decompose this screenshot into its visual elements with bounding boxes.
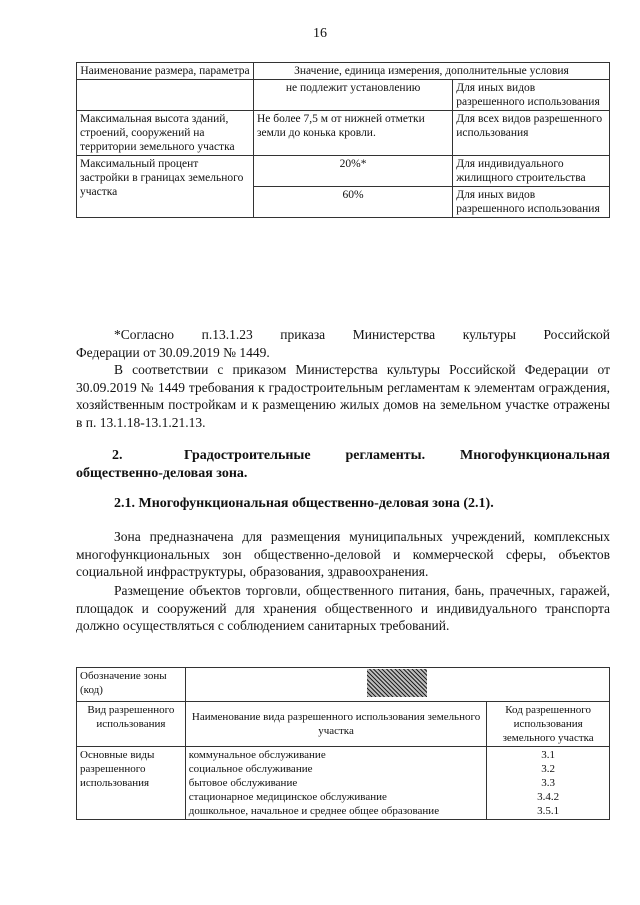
section-2-title-line2: общественно-деловая зона. (76, 466, 248, 481)
condition-cell: Для иных видов разрешенного использования (453, 80, 610, 111)
header-value: Значение, единица измерения, дополнительные условия (253, 63, 609, 80)
table-header-row (77, 702, 610, 747)
footnote (76, 326, 610, 431)
section-2-number: 2. (112, 448, 123, 463)
parameters-table (76, 62, 610, 218)
footnote-line1: *Согласно п.13.1.23 приказа Министерства культуры Российской (114, 327, 610, 342)
use-code: 3.4.2 (537, 791, 560, 803)
use-code: 3.5.1 (537, 805, 560, 817)
use-code: 3.1 (541, 749, 556, 761)
param-cell: Максимальный процент застройки в границах земельного участка (77, 156, 254, 218)
value-cell: 60% (253, 187, 452, 218)
use-code: 3.2 (541, 763, 556, 775)
use-group-label: Основные виды разрешенного использования (77, 747, 186, 820)
value-cell: не подлежит установлению (253, 80, 452, 111)
condition-cell: Для иных видов разрешенного использования (453, 187, 610, 218)
use-name: стационарное медицинское обслуживание (188, 791, 387, 803)
zone-code-row (77, 668, 610, 702)
footnote-line2: Федерации от 30.09.2019 № 1449. (76, 344, 270, 360)
paragraph-zone-purpose: Зона предназначена для размещения муниципальных учреждений, комплексных многофункциональных зон общественно-деловой и коммерческой сферы, объектов социальной инфраструктуры, образования, здравоохранения. (76, 529, 610, 579)
condition-cell: Для всех видов разрешенного использования (453, 111, 610, 156)
use-codes-cell (487, 747, 610, 820)
redacted-code-block (367, 669, 427, 697)
zone-code-cell (185, 668, 609, 702)
condition-cell: Для индивидуального жилищного строительства (453, 156, 610, 187)
header-use-type: Вид разрешенного использования (77, 702, 186, 747)
table-row (77, 156, 610, 187)
use-names-cell (185, 747, 487, 820)
section-2-heading (76, 447, 610, 483)
param-cell (77, 80, 254, 111)
paragraph-placement: Размещение объектов торговли, общественного питания, бань, прачечных, гаражей, площадок и сооружений для хранения общественного и индивидуального транспорта должно осуществляться с соблюдением санитарных требований. (76, 583, 610, 633)
table-row (77, 747, 610, 820)
use-name: бытовое обслуживание (188, 777, 298, 789)
value-cell: 20%* (253, 156, 452, 187)
section-2-1-heading: 2.1. Многофункциональная общественно-деловая зона (2.1). (114, 496, 494, 511)
header-parameter: Наименование размера, параметра (77, 63, 254, 80)
use-name: социальное обслуживание (188, 763, 313, 775)
zone-uses-table (76, 667, 610, 820)
value-cell: Не более 7,5 м от нижней отметки земли до конька кровли. (253, 111, 452, 156)
use-name: коммунальное обслуживание (188, 749, 326, 761)
section-2-title-line1: Градостроительные регламенты. Многофункциональная (184, 448, 610, 463)
header-use-code: Код разрешенного использования земельного участка (487, 702, 610, 747)
param-cell: Максимальная высота зданий, строений, сооружений на территории земельного участка (77, 111, 254, 156)
footnote-paragraph: В соответствии с приказом Министерства культуры Российской Федерации от 30.09.2019 № 1449 требования к градостроительным регламентам к элементам ограждения, хозяйственным постройкам и к размещению жилых домов на земельном участке отражены в п. 13.1.18-13.1.21.13. (76, 362, 610, 430)
header-use-name: Наименование вида разрешенного использования земельного участка (185, 702, 487, 747)
table-row (77, 111, 610, 156)
zone-label-cell: Обозначение зоны (код) (77, 668, 186, 702)
table-header-row (77, 63, 610, 80)
page-number: 16 (313, 26, 327, 41)
use-code: 3.3 (541, 777, 556, 789)
table-row (77, 80, 610, 111)
use-name: дошкольное, начальное и среднее общее образование (188, 805, 440, 817)
